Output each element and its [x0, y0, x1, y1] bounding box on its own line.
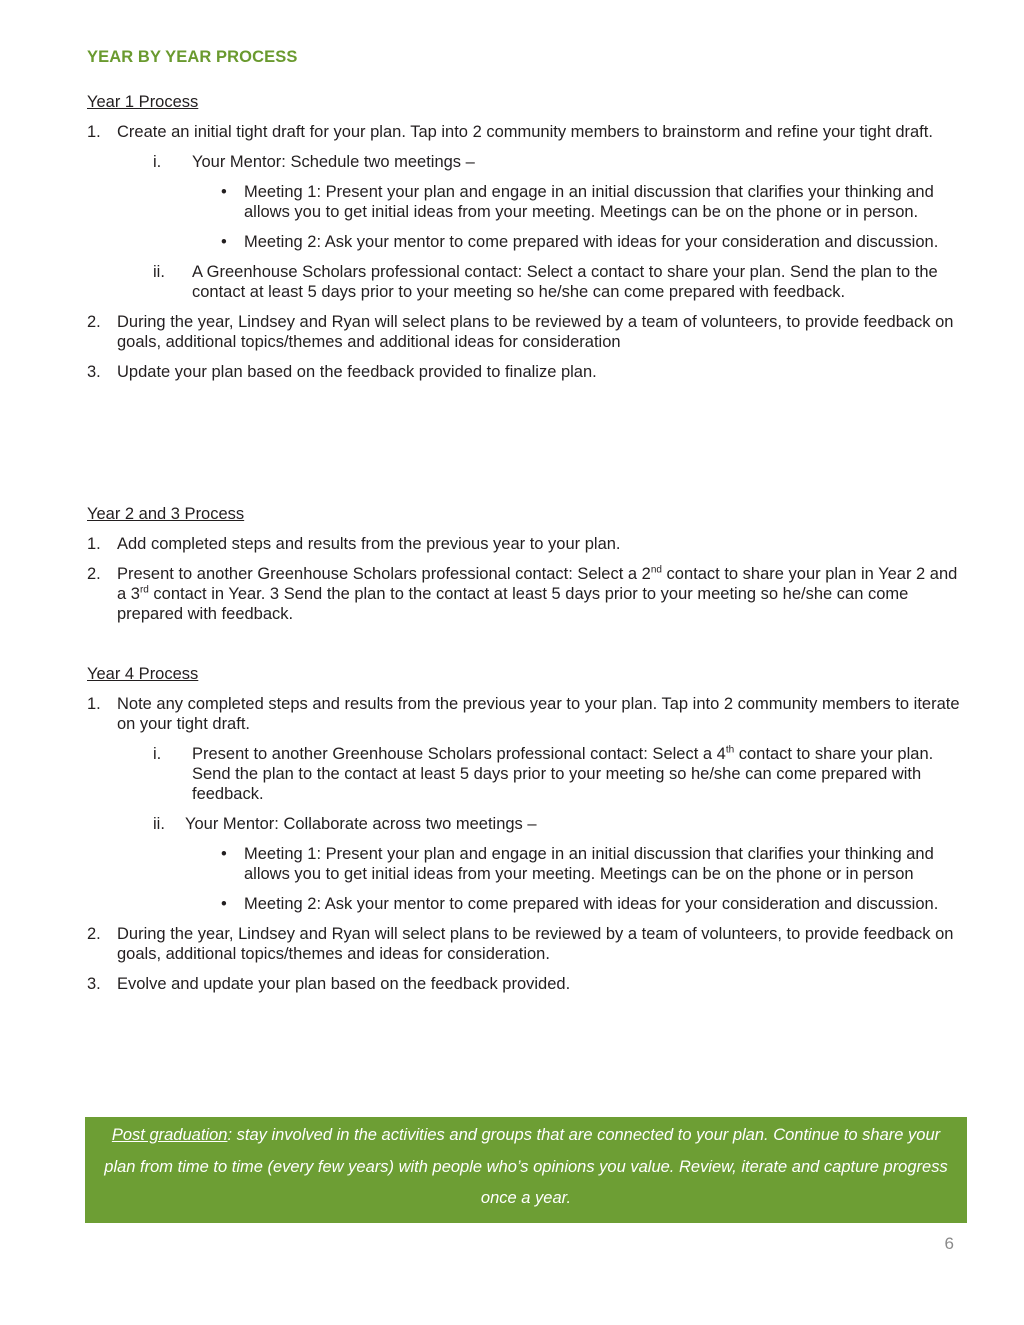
bullet-text: Meeting 1: Present your plan and engage in an initial discussion that clarifies your thinking and allows you to get initial ideas from your meeting. Meetings can be on the phone or in person.	[244, 183, 934, 221]
year23-section	[87, 504, 967, 634]
item-text-part: contact in Year. 3 Send the plan to the contact at least 5 days prior to your meeting so he/she can come prepared with feedback.	[117, 585, 909, 623]
list-item	[87, 564, 967, 624]
item-text: During the year, Lindsey and Ryan will select plans to be reviewed by a team of volunteers, to provide feedback on goals, additional topics/themes and ideas for consideration.	[117, 925, 954, 963]
bullet-icon: •	[221, 183, 227, 201]
item-number: 1.	[87, 695, 101, 713]
item-text-part: contact to share your plan in Year 2 and a 3	[117, 565, 958, 603]
item-text: Add completed steps and results from the previous year to your plan.	[117, 535, 621, 553]
bullet-item	[87, 232, 967, 252]
year1-section	[87, 92, 967, 392]
bullet-text: Meeting 2: Ask your mentor to come prepared with ideas for your consideration and discussion.	[244, 895, 939, 913]
sub-item-text: Your Mentor: Schedule two meetings –	[192, 153, 475, 171]
list-item	[87, 362, 967, 382]
bullet-text: Meeting 1: Present your plan and engage in an initial discussion that clarifies your thinking and allows you to get initial ideas from your meeting. Meetings can be on the phone or in person	[244, 845, 934, 883]
ordinal-suffix: nd	[650, 564, 662, 576]
item-number: 1.	[87, 123, 101, 141]
year23-heading: Year 2 and 3 Process	[87, 505, 245, 523]
sub-item-text: Your Mentor: Collaborate across two meetings –	[185, 815, 537, 833]
page-title: YEAR BY YEAR PROCESS	[87, 48, 298, 66]
list-item	[87, 924, 967, 964]
bullet-item	[87, 894, 967, 914]
bullet-icon: •	[221, 845, 227, 863]
item-text	[117, 565, 957, 623]
roman-numeral: i.	[153, 745, 162, 763]
year1-heading: Year 1 Process	[87, 93, 199, 111]
page-number: 6	[944, 1234, 954, 1253]
sub-item-text: A Greenhouse Scholars professional contact: Select a contact to share your plan. Send the plan to the contact at least 5 days prior to your meeting so he/she can come prepared with feedback.	[192, 263, 938, 301]
bullet-text: Meeting 2: Ask your mentor to come prepared with ideas for your consideration and discussion.	[244, 233, 939, 251]
post-graduation-label: Post graduation	[111, 1126, 228, 1144]
sub-item-text-part: Present to another Greenhouse Scholars professional contact: Select a 4	[192, 745, 726, 763]
bullet-icon: •	[221, 895, 227, 913]
ordinal-suffix: th	[725, 744, 735, 756]
sub-item-text	[192, 745, 933, 803]
list-item	[87, 974, 967, 994]
item-number: 3.	[87, 975, 101, 993]
year4-heading: Year 4 Process	[87, 665, 199, 683]
sub-item	[87, 814, 967, 834]
list-item	[87, 694, 967, 914]
post-graduation-callout	[85, 1117, 967, 1223]
item-text: Create an initial tight draft for your plan. Tap into 2 community members to brainstorm and refine your tight draft.	[117, 123, 933, 141]
item-text-part: Present to another Greenhouse Scholars professional contact: Select a 2	[117, 565, 651, 583]
item-text: During the year, Lindsey and Ryan will select plans to be reviewed by a team of volunteers, to provide feedback on goals, additional topics/themes and additional ideas for consideration	[117, 313, 954, 351]
item-text: Note any completed steps and results from the previous year to your plan. Tap into 2 community members to iterate on your tight draft.	[117, 695, 960, 733]
roman-numeral: ii.	[153, 815, 165, 833]
bullet-item	[87, 844, 967, 884]
list-item	[87, 312, 967, 352]
list-item	[87, 534, 967, 554]
item-number: 1.	[87, 535, 101, 553]
item-number: 2.	[87, 313, 101, 331]
bullet-icon: •	[221, 233, 227, 251]
sub-item	[87, 152, 967, 172]
bullet-item	[87, 182, 967, 222]
item-number: 2.	[87, 565, 101, 583]
ordinal-suffix: rd	[139, 584, 149, 596]
roman-numeral: ii.	[153, 263, 165, 281]
roman-numeral: i.	[153, 153, 162, 171]
sub-item-text-part: contact to share your plan. Send the plan to the contact at least 5 days prior to your meeting so he/she can come prepared with feedback.	[192, 745, 934, 803]
list-item	[87, 122, 967, 302]
item-number: 2.	[87, 925, 101, 943]
item-text: Evolve and update your plan based on the feedback provided.	[117, 975, 571, 993]
sub-item	[87, 744, 967, 804]
item-number: 3.	[87, 363, 101, 381]
sub-item	[87, 262, 967, 302]
year4-section	[87, 664, 967, 1004]
post-graduation-text: : stay involved in the activities and groups that are connected to your plan. Continue to share your plan from time to time (every few years) with people who’s opinions you value. Review, iterate and capture progress once a year.	[104, 1126, 948, 1207]
item-text: Update your plan based on the feedback provided to finalize plan.	[117, 363, 597, 381]
